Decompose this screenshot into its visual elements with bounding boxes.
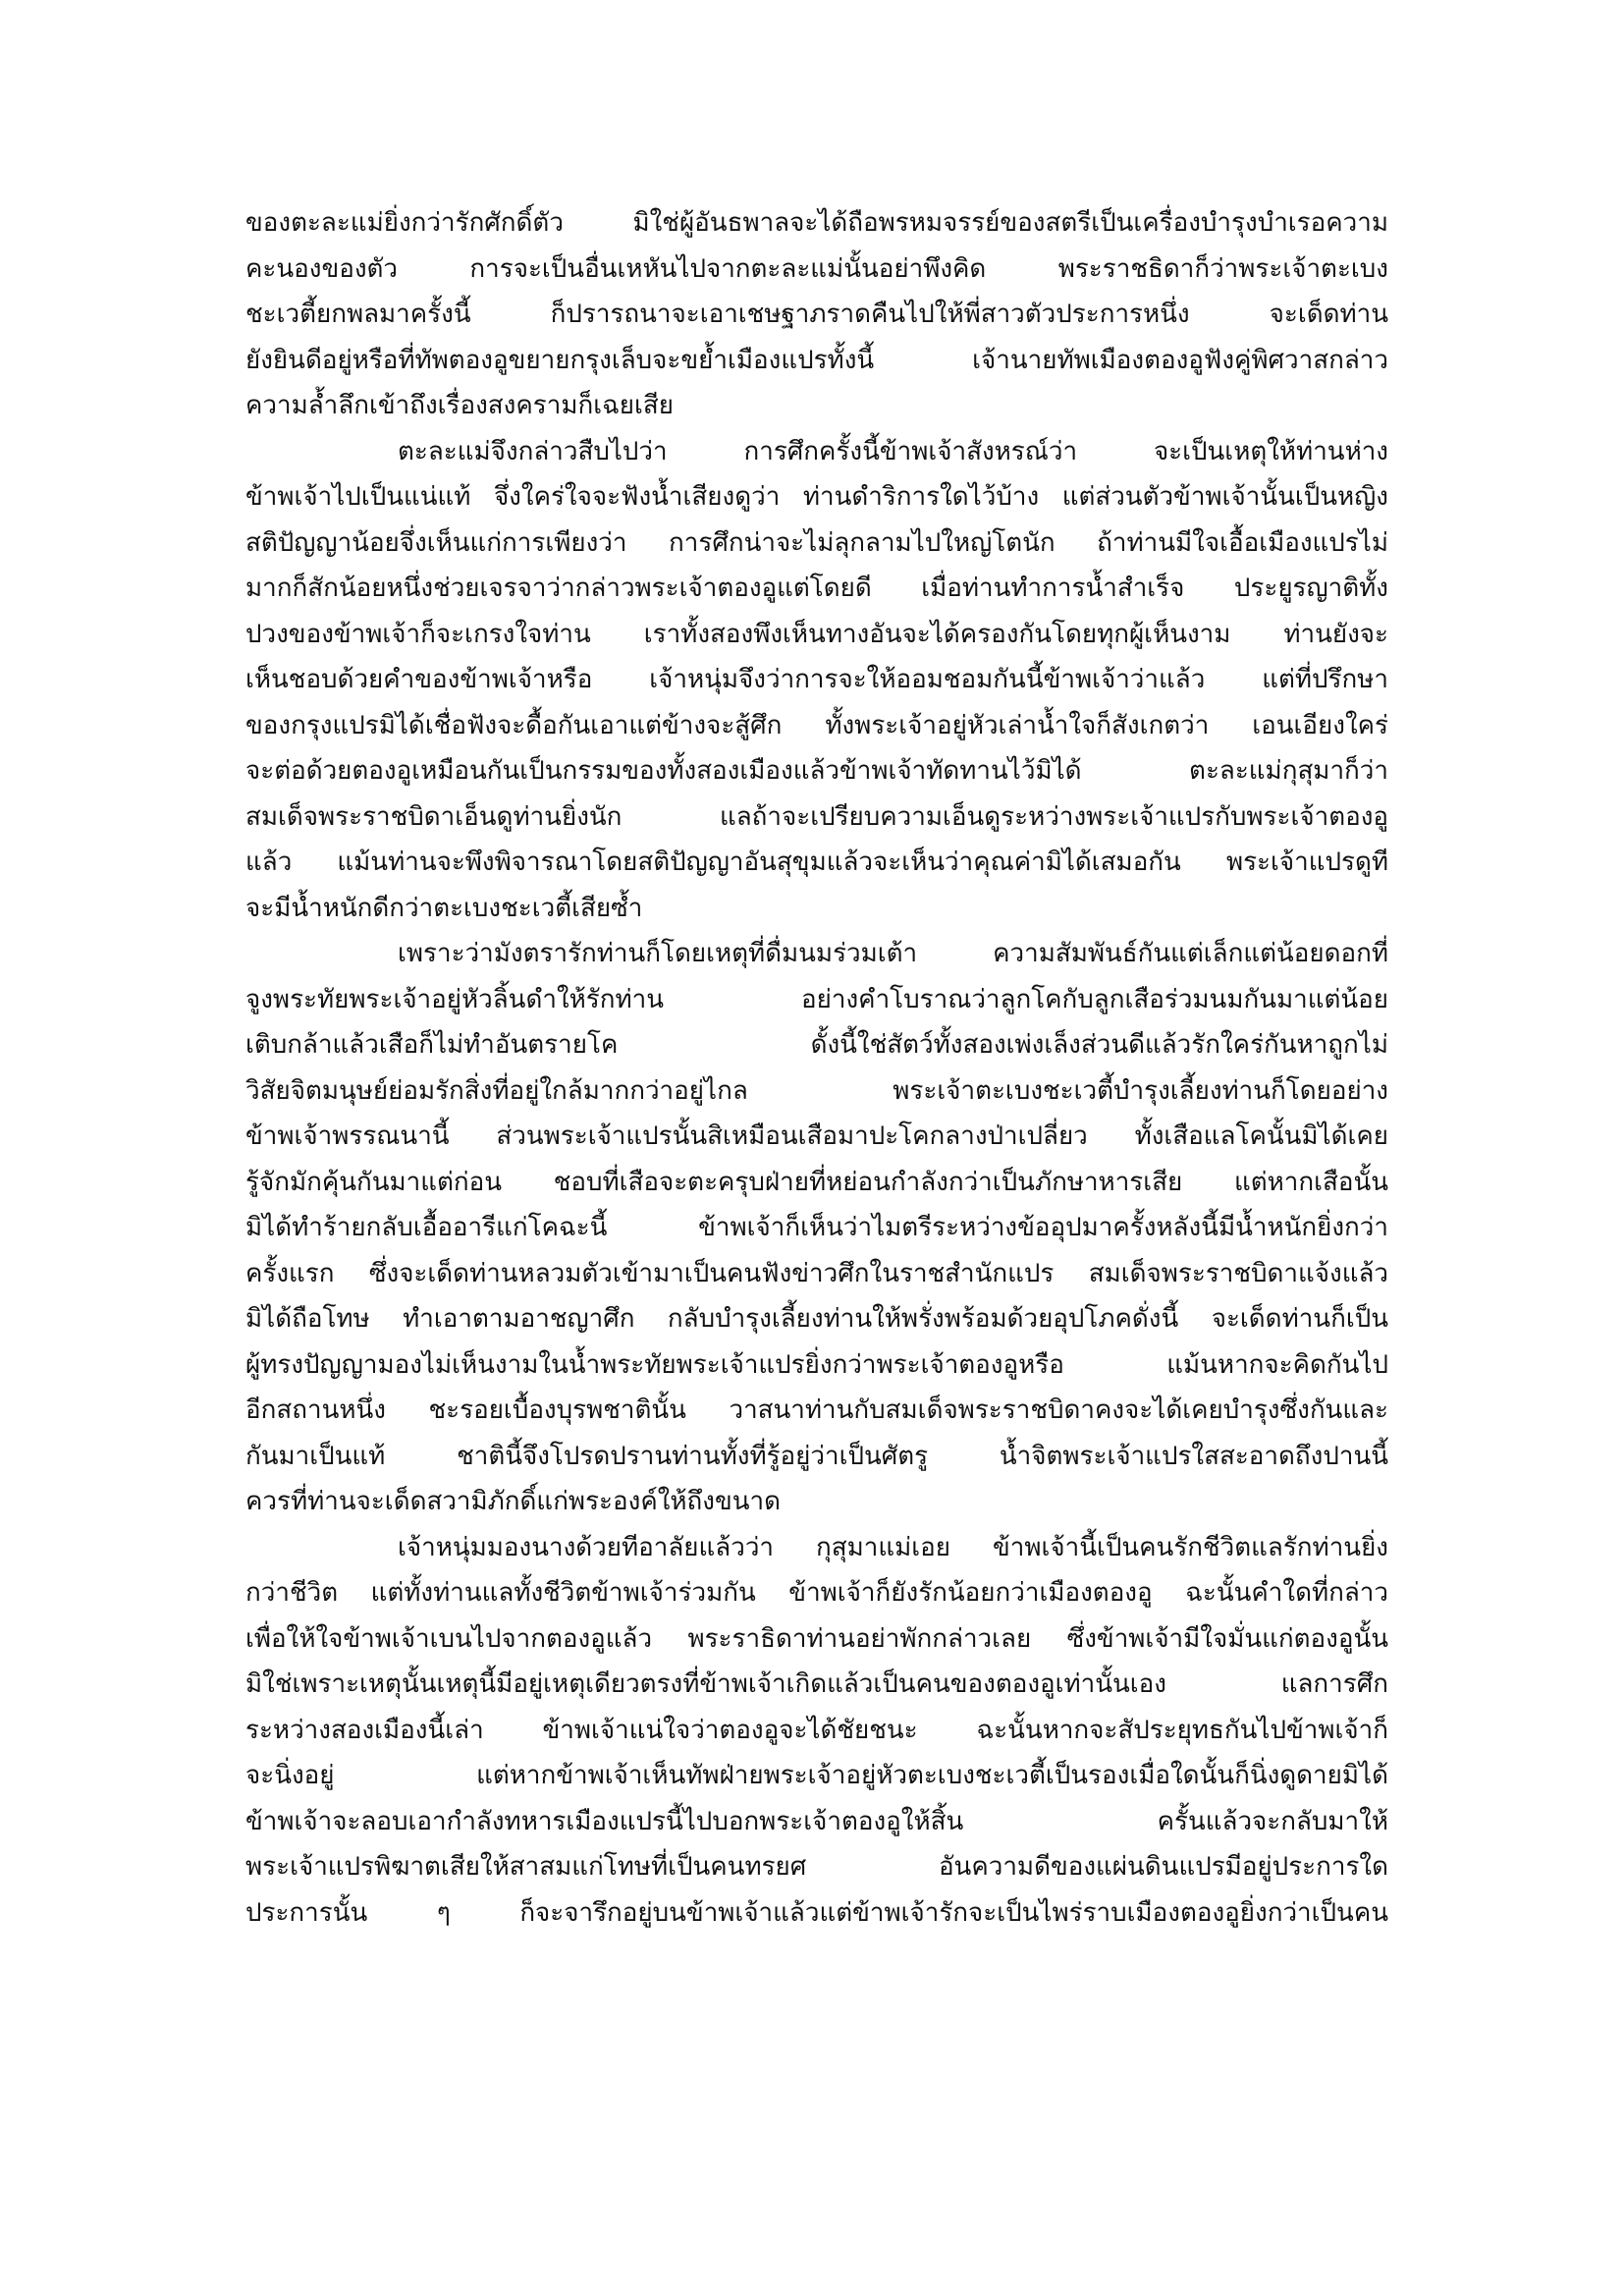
text-line: ข้าพเจ้าจะลอบเอากำลังทหารเมืองแปรนี้ไปบอกพระเจ้าตองอูให้สิ้น ครั้นแล้วจะกลับมาให้ [245, 1806, 1388, 1836]
text-line: มากก็สักน้อยหนึ่งช่วยเจรจาว่ากล่าวพระเจ้าตองอูแต่โดยดี เมื่อท่านทำการน้ำสำเร็จ ประยูรญาติทั้ง [245, 574, 1388, 603]
text-line: จะนิ่งอยู่ แต่หากข้าพเจ้าเห็นทัพฝ่ายพระเจ้าอยู่หัวตะเบงชะเวตี้เป็นรองเมื่อใดนั้นก็นิ่งดูดายมิได้ [245, 1761, 1388, 1790]
text-line: จะต่อด้วยตองอูเหมือนกันเป็นกรรมของทั้งสองเมืองแล้วข้าพเจ้าทัดทานไว้มิได้ ตะละแม่กุสุมาก็ว่า [245, 756, 1388, 786]
text-line: สติปัญญาน้อยจึ่งเห็นแก่การเพียงว่า การศึกน่าจะไม่ลุกลามไปใหญ่โตนัก ถ้าท่านมีใจเอื้อเมืองแปรไม่ [245, 527, 1388, 558]
text-line: ยังยินดีอยู่หรือที่ทัพตองอูขยายกรุงเล็บจะขย้ำเมืองแปรทั้งนี้ เจ้านายทัพเมืองตองอูฟังคู่พิศวาสกล่าว [245, 345, 1388, 375]
text-line: เจ้าหนุ่มมองนางด้วยทีอาลัยแล้วว่า กุสุมาแม่เอย ข้าพเจ้านี้เป็นคนรักชีวิตแลรักท่านยิ่ง [398, 1532, 1388, 1562]
paragraph-3 [245, 931, 1388, 1525]
text-line: ครั้งแรก ซึ่งจะเด็ดท่านหลวมตัวเข้ามาเป็นคนฟังข่าวศึกในราชสำนักแปร สมเด็จพระราชบิดาแจ้งแล้ว [245, 1258, 1388, 1288]
text-line: ปวงของข้าพเจ้าก็จะเกรงใจท่าน เราทั้งสองพึงเห็นทางอันจะได้ครองกันโดยทุกผู้เห็นงาม ท่านยังจะ [245, 619, 1388, 649]
text-line: ระหว่างสองเมืองนี้เล่า ข้าพเจ้าแน่ใจว่าตองอูจะได้ชัยชนะ ฉะนั้นหากจะสัประยุทธกันไปข้าพเจ้าก็ [245, 1715, 1388, 1745]
text-line: ผู้ทรงปัญญามองไม่เห็นงามในน้ำพระทัยพระเจ้าแปรยิ่งกว่าพระเจ้าตองอูหรือ แม้นหากจะคิดกันไป [245, 1349, 1388, 1380]
text-line: มิใช่เพราะเหตุนั้นเหตุนี้มีอยู่เหตุเดียวตรงที่ข้าพเจ้าเกิดแล้วเป็นคนของตองอูเท่านั้นเอง แลการศึก [245, 1669, 1388, 1699]
text-line: จูงพระทัยพระเจ้าอยู่หัวลิ้นดำให้รักท่าน อย่างคำโบราณว่าลูกโคกับลูกเสือร่วมนมกันมาแต่น้อย [245, 984, 1388, 1014]
text-line: ประการนั้น ๆ ก็จะจารึกอยู่บนข้าพเจ้าแล้วแต่ข้าพเจ้ารักจะเป็นไพร่ราบเมืองตองอูยิ่งกว่าเป็นคน [245, 1897, 1388, 1928]
text-line: จะมีน้ำหนักดีกว่าตะเบงชะเวตี้เสียซ้ำ [245, 893, 643, 923]
text-line: เติบกล้าแล้วเสือก็ไม่ทำอันตรายโค ดั้งนี้ใช่สัตว์ทั้งสองเพ่งเล็งส่วนดีแล้วรักใคร่กันหาถูกไม่ [245, 1030, 1388, 1060]
text-line: กว่าชีวิต แต่ทั้งท่านแลทั้งชีวิตข้าพเจ้าร่วมกัน ข้าพเจ้าก็ยังรักน้อยกว่าเมืองตองอู ฉะนั้นคำใดที่กล่าว [245, 1578, 1388, 1608]
text-line: เพราะว่ามังตรารักท่านก็โดยเหตุที่ดื่มนมร่วมเต้า ความสัมพันธ์กันแต่เล็กแต่น้อยดอกที่ [398, 939, 1388, 968]
text-line: แล้ว แม้นท่านจะพึงพิจารณาโดยสติปัญญาอันสุขุมแล้วจะเห็นว่าคุณค่ามิได้เสมอกัน พระเจ้าแปรดูที [245, 847, 1388, 877]
paragraph-2 [245, 429, 1388, 932]
text-line: มิได้ถือโทษ ทำเอาตามอาชญาศึก กลับบำรุงเลี้ยงท่านให้พรั่งพร้อมด้วยอุปโภคดั่งนี้ จะเด็ดท่านก็เป็น [245, 1304, 1388, 1334]
text-line: ข้าพเจ้าพรรณนานี้ ส่วนพระเจ้าแปรนั้นสิเหมือนเสือมาปะโคกลางป่าเปลี่ยว ทั้งเสือแลโคนั้นมิได้เคย [245, 1121, 1388, 1151]
text-line: ตะละแม่จึงกล่าวสืบไปว่า การศึกครั้งนี้ข้าพเจ้าสังหรณ์ว่า จะเป็นเหตุให้ท่านห่าง [398, 436, 1388, 466]
text-line: เพื่อให้ใจข้าพเจ้าเบนไปจากตองอูแล้ว พระราธิดาท่านอย่าพักกล่าวเลย ซึ่งข้าพเจ้ามีใจมั่นแก่ตองอูนั้น [245, 1623, 1388, 1654]
text-line: ความล้ำลึกเข้าถึงเรื่องสงครามก็เฉยเสีย [245, 391, 675, 420]
text-line: พระเจ้าแปรพิฆาตเสียให้สาสมแก่โทษที่เป็นคนทรยศ อันความดีของแผ่นดินแปรมีอยู่ประการใด [245, 1852, 1388, 1882]
text-line: ข้าพเจ้าไปเป็นแน่แท้ จึ่งใคร่ใจจะฟังน้ำเสียงดูว่า ท่านดำริการใดไว้บ้าง แต่ส่วนตัวข้าพเจ้านั้นเป็นหญิง [245, 482, 1388, 512]
text-line: ของตะละแม่ยิ่งกว่ารักศักดิ์ตัว มิใช่ผู้อันธพาลจะได้ถือพรหมจรรย์ของสตรีเป็นเครื่องบำรุงบำเรอความ [245, 208, 1388, 238]
text-line: สมเด็จพระราชบิดาเอ็นดูท่านยิ่งนัก แลถ้าจะเปรียบความเอ็นดูระหว่างพระเจ้าแปรกับพระเจ้าตองอู [245, 801, 1388, 832]
text-line: ของกรุงแปรมิได้เชื่อฟังจะดื้อกันเอาแต่ข้างจะสู้ศึก ทั้งพระเจ้าอยู่หัวเล่าน้ำใจก็สังเกตว่า เอนเอียงใคร่ [245, 710, 1388, 740]
text-line: ควรที่ท่านจะเด็ดสวามิภักดิ์แก่พระองค์ให้ถึงขนาด [245, 1487, 782, 1516]
text-line: อีกสถานหนึ่ง ชะรอยเบื้องบุรพชาตินั้น วาสนาท่านกับสมเด็จพระราชบิดาคงจะได้เคยบำรุงซึ่งกันและ [245, 1395, 1388, 1425]
text-line: รู้จักมักคุ้นกันมาแต่ก่อน ชอบที่เสือจะตะครุบฝ่ายที่หย่อนกำลังกว่าเป็นภักษาหารเสีย แต่หากเสือนั้น [245, 1167, 1388, 1197]
paragraph-1 [245, 200, 1388, 429]
text-line: ชะเวตี้ยกพลมาครั้งนี้ ก็ปรารถนาจะเอาเชษฐาภราดคืนไปให้พี่สาวตัวประการหนึ่ง จะเด็ดท่าน [245, 300, 1388, 329]
text-line: วิสัยจิตมนุษย์ย่อมรักสิ่งที่อยู่ใกล้มากกว่าอยู่ไกล พระเจ้าตะเบงชะเวตี้บำรุงเลี้ยงท่านก็โดยอย่าง [245, 1075, 1388, 1106]
text-line: เห็นชอบด้วยคำของข้าพเจ้าหรือ เจ้าหนุ่มจึงว่าการจะให้ออมชอมกันนี้ข้าพเจ้าว่าแล้ว แต่ที่ปรึกษา [245, 665, 1388, 694]
document-body [245, 200, 1388, 1936]
text-line: คะนองของตัว การจะเป็นอื่นเหหันไปจากตะละแม่นั้นอย่าพึงคิด พระราชธิดาก็ว่าพระเจ้าตะเบง [245, 253, 1388, 284]
text-line: กันมาเป็นแท้ ชาตินี้จึงโปรดปรานท่านทั้งที่รู้อยู่ว่าเป็นศัตรู น้ำจิตพระเจ้าแปรใสสะอาดถึงปานนี้ [245, 1441, 1388, 1471]
text-line: มิได้ทำร้ายกลับเอื้ออารีแก่โคฉะนี้ ข้าพเจ้าก็เห็นว่าไมตรีระหว่างข้ออุปมาครั้งหลังนี้มีน้ำหนักยิ่งกว่า [245, 1213, 1388, 1242]
paragraph-4 [245, 1525, 1388, 1937]
